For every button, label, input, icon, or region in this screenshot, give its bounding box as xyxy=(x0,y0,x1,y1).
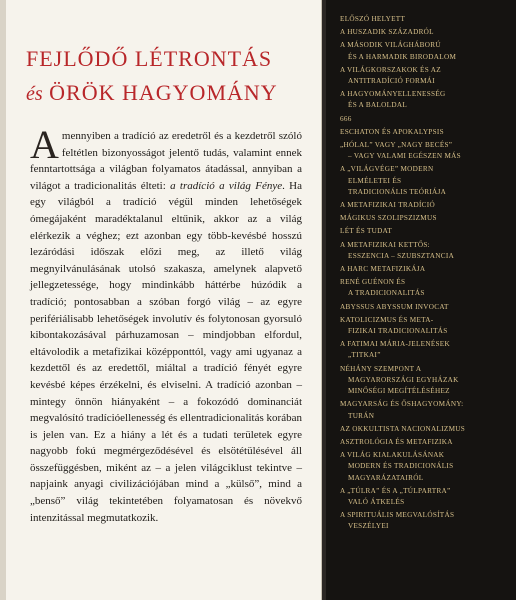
toc-entry xyxy=(340,240,506,262)
book-title-subtitle: ÖRÖK HAGYOMÁNY xyxy=(42,80,278,105)
toc-entry-continuation: VALÓ ÁTKELÉS xyxy=(348,497,405,506)
toc-entry-continuation: MAGYARÁZATAIRÓL xyxy=(348,473,424,482)
toc-entry-continuation: FIZIKAI TRADICIONALITÁS xyxy=(348,327,448,336)
blurb-emphasis: a tradíció a világ Fénye xyxy=(170,179,283,192)
toc-entry-title: MAGYARSÁG ÉS ŐSHAGYOMÁNY: xyxy=(340,400,464,409)
toc-entry-title: 666 xyxy=(340,114,352,123)
toc-entry-title: A VILÁG KIALAKULÁSÁNAK xyxy=(340,451,445,460)
toc-entry xyxy=(340,424,506,435)
toc-entry xyxy=(340,40,506,62)
toc-entry xyxy=(340,27,506,38)
table-of-contents xyxy=(340,14,506,535)
toc-entry-title: ASZTROLÓGIA ÉS METAFIZIKA xyxy=(340,437,453,446)
book-title-line-1: FEJLŐDŐ LÉTRONTÁS xyxy=(26,46,273,71)
toc-entry-title: LÉT ÉS TUDAT xyxy=(340,227,393,236)
toc-entry-continuation: ELMÉLETEI ÉS xyxy=(348,176,402,185)
toc-entry-continuation: ÉS A BALOLDAL xyxy=(348,101,408,110)
toc-entry xyxy=(340,264,506,275)
toc-entry xyxy=(340,302,506,313)
toc-entry-continuation: ESSZENCIA – SZUBSZTANCIA xyxy=(348,251,455,260)
toc-entry-continuation: ANTITRADÍCIÓ FORMÁI xyxy=(348,77,435,86)
toc-entry xyxy=(340,89,506,111)
toc-entry xyxy=(340,164,506,198)
toc-entry-title: A METAFIZIKAI KETTŐS: xyxy=(340,240,430,249)
toc-entry-continuation: ÉS A HARMADIK BIRODALOM xyxy=(348,52,457,61)
toc-entry-title: A HARC METAFIZIKÁJA xyxy=(340,265,426,274)
toc-entry xyxy=(340,127,506,138)
toc-entry-title: A METAFIZIKAI TRADÍCIÓ xyxy=(340,201,435,210)
toc-entry xyxy=(340,315,506,337)
toc-entry xyxy=(340,450,506,484)
toc-entry-continuation: MAGYARORSZÁGI EGYHÁZAK xyxy=(348,375,459,384)
toc-entry-title: A HAGYOMÁNYELLENESSÉG xyxy=(340,90,446,99)
blurb-text-part-1: mennyiben a tradíció az eredetről és a kezdetről szóló feltétlen bizonyosságot jelentő tudás, valamint ennek fenntartottsága a világban folyamatos átadással, annyiban a világot a tradicionalitás élteti: xyxy=(30,130,302,192)
toc-entry-continuation: „TITKAI” xyxy=(348,351,381,360)
blurb-text-part-2: . Ha egy világból a tradíció végül minden lehetőségek ómegájaként maradéktalanul eltűnik, akkor az a világ elérkezik a véghez; ezt azonban egy több-kevésbé hosszú lezáródási időszak előzi meg, az illető világ megnyilvánulásának utolsó szakasza, amelynek alapvető jellegzetessége, hogy mindinkább háttérbe húzódik a tradíció; pontosabban a szóban forgó világ – az egyre perifériálisabb lehetőségek involutív és folytonosan gyorsuló kibontakozásával párhuzamosan – mindjobban elfordul, eltávolodik a metafizikai középponttól, vagy ami ugyanaz a kezdettől és az eredettől, miáltal a tradíció fényét egyre kevésbé képes érzékelni, és elviselni. A tradíció azonban – mintegy önnön hiányaként – a fokozódó dominanciát megvalósító tradícióellenesség és ellentradicionalitás korában is jelen van. Ez a hiány a lét és a tudati területek egyre nagyobb fokú megmérgeződésével és elsötétülésével áll összefüggésben, miként az – a jelen világciklust tekintve – napjaink anyagi civilizációjában mind a „külső”, mind a „benső” világ tekintetében folyamatosan és növekvő intenzitással megmutatkozik. xyxy=(30,179,302,524)
toc-entry xyxy=(340,486,506,508)
book-title-line-2 xyxy=(26,80,316,106)
toc-entry xyxy=(340,200,506,211)
toc-entry-continuation: TURÁN xyxy=(348,411,375,420)
toc-entry-title: RENÉ GUÉNON ÉS xyxy=(340,278,406,287)
toc-entry xyxy=(340,213,506,224)
toc-entry-title: KATOLICIZMUS ÉS META- xyxy=(340,315,434,324)
drop-cap: A xyxy=(30,122,59,167)
toc-entry-title: ABYSSUS ABYSSUM INVOCAT xyxy=(340,302,449,311)
toc-entry-title: A VILÁGKORSZAKOK ÉS AZ xyxy=(340,65,441,74)
blurb-paragraph xyxy=(30,122,302,526)
toc-entry-title: A HUSZADIK SZÁZADRÓL xyxy=(340,28,434,37)
toc-entry-continuation: VESZÉLYEI xyxy=(348,522,389,531)
toc-entry-continuation: MODERN ÉS TRADICIONÁLIS xyxy=(348,462,454,471)
toc-entry-title: A FATIMAI MÁRIA-JELENÉSEK xyxy=(340,340,450,349)
toc-entry xyxy=(340,114,506,125)
toc-entry xyxy=(340,510,506,532)
toc-entry xyxy=(340,277,506,299)
toc-entry xyxy=(340,65,506,87)
toc-entry-title: „HÓLAL” VAGY „NAGY BECÉS” xyxy=(340,141,453,150)
toc-entry-continuation: – VAGY VALAMI EGÉSZEN MÁS xyxy=(348,152,461,161)
toc-entry-title: NÉHÁNY SZEMPONT A xyxy=(340,364,422,373)
toc-entry-title: ELŐSZÓ HELYETT xyxy=(340,15,406,23)
toc-entry-continuation: MINŐSÉGI MEGÍTÉLÉSÉHEZ xyxy=(348,387,450,396)
toc-entry-title: ESCHATON ÉS APOKALYPSIS xyxy=(340,127,444,136)
toc-entry xyxy=(340,140,506,162)
toc-entry xyxy=(340,339,506,361)
toc-entry xyxy=(340,14,506,25)
toc-entry xyxy=(340,437,506,448)
toc-entry xyxy=(340,399,506,421)
toc-entry-title: A MÁSODIK VILÁGHÁBORÚ xyxy=(340,41,441,50)
toc-entry-title: MÁGIKUS SZOLIPSZIZMUS xyxy=(340,214,437,223)
toc-entry xyxy=(340,364,506,398)
toc-entry-title: A „VILÁGVÉGE” MODERN xyxy=(340,165,434,174)
toc-entry-title: AZ OKKULTISTA NACIONALIZMUS xyxy=(340,424,466,433)
toc-entry-title: A „TÚLRA” ÉS A „TÚLPARTRA” xyxy=(340,486,451,495)
toc-entry-continuation: TRADICIONÁLIS TEÓRIÁJA xyxy=(348,187,447,196)
toc-entry-continuation: A TRADICIONALITÁS xyxy=(348,289,425,298)
toc-entry xyxy=(340,226,506,237)
book-title-conjunction: és xyxy=(26,83,43,105)
toc-entry-title: A SPIRITUÁLIS MEGVALÓSÍTÁS xyxy=(340,511,455,520)
